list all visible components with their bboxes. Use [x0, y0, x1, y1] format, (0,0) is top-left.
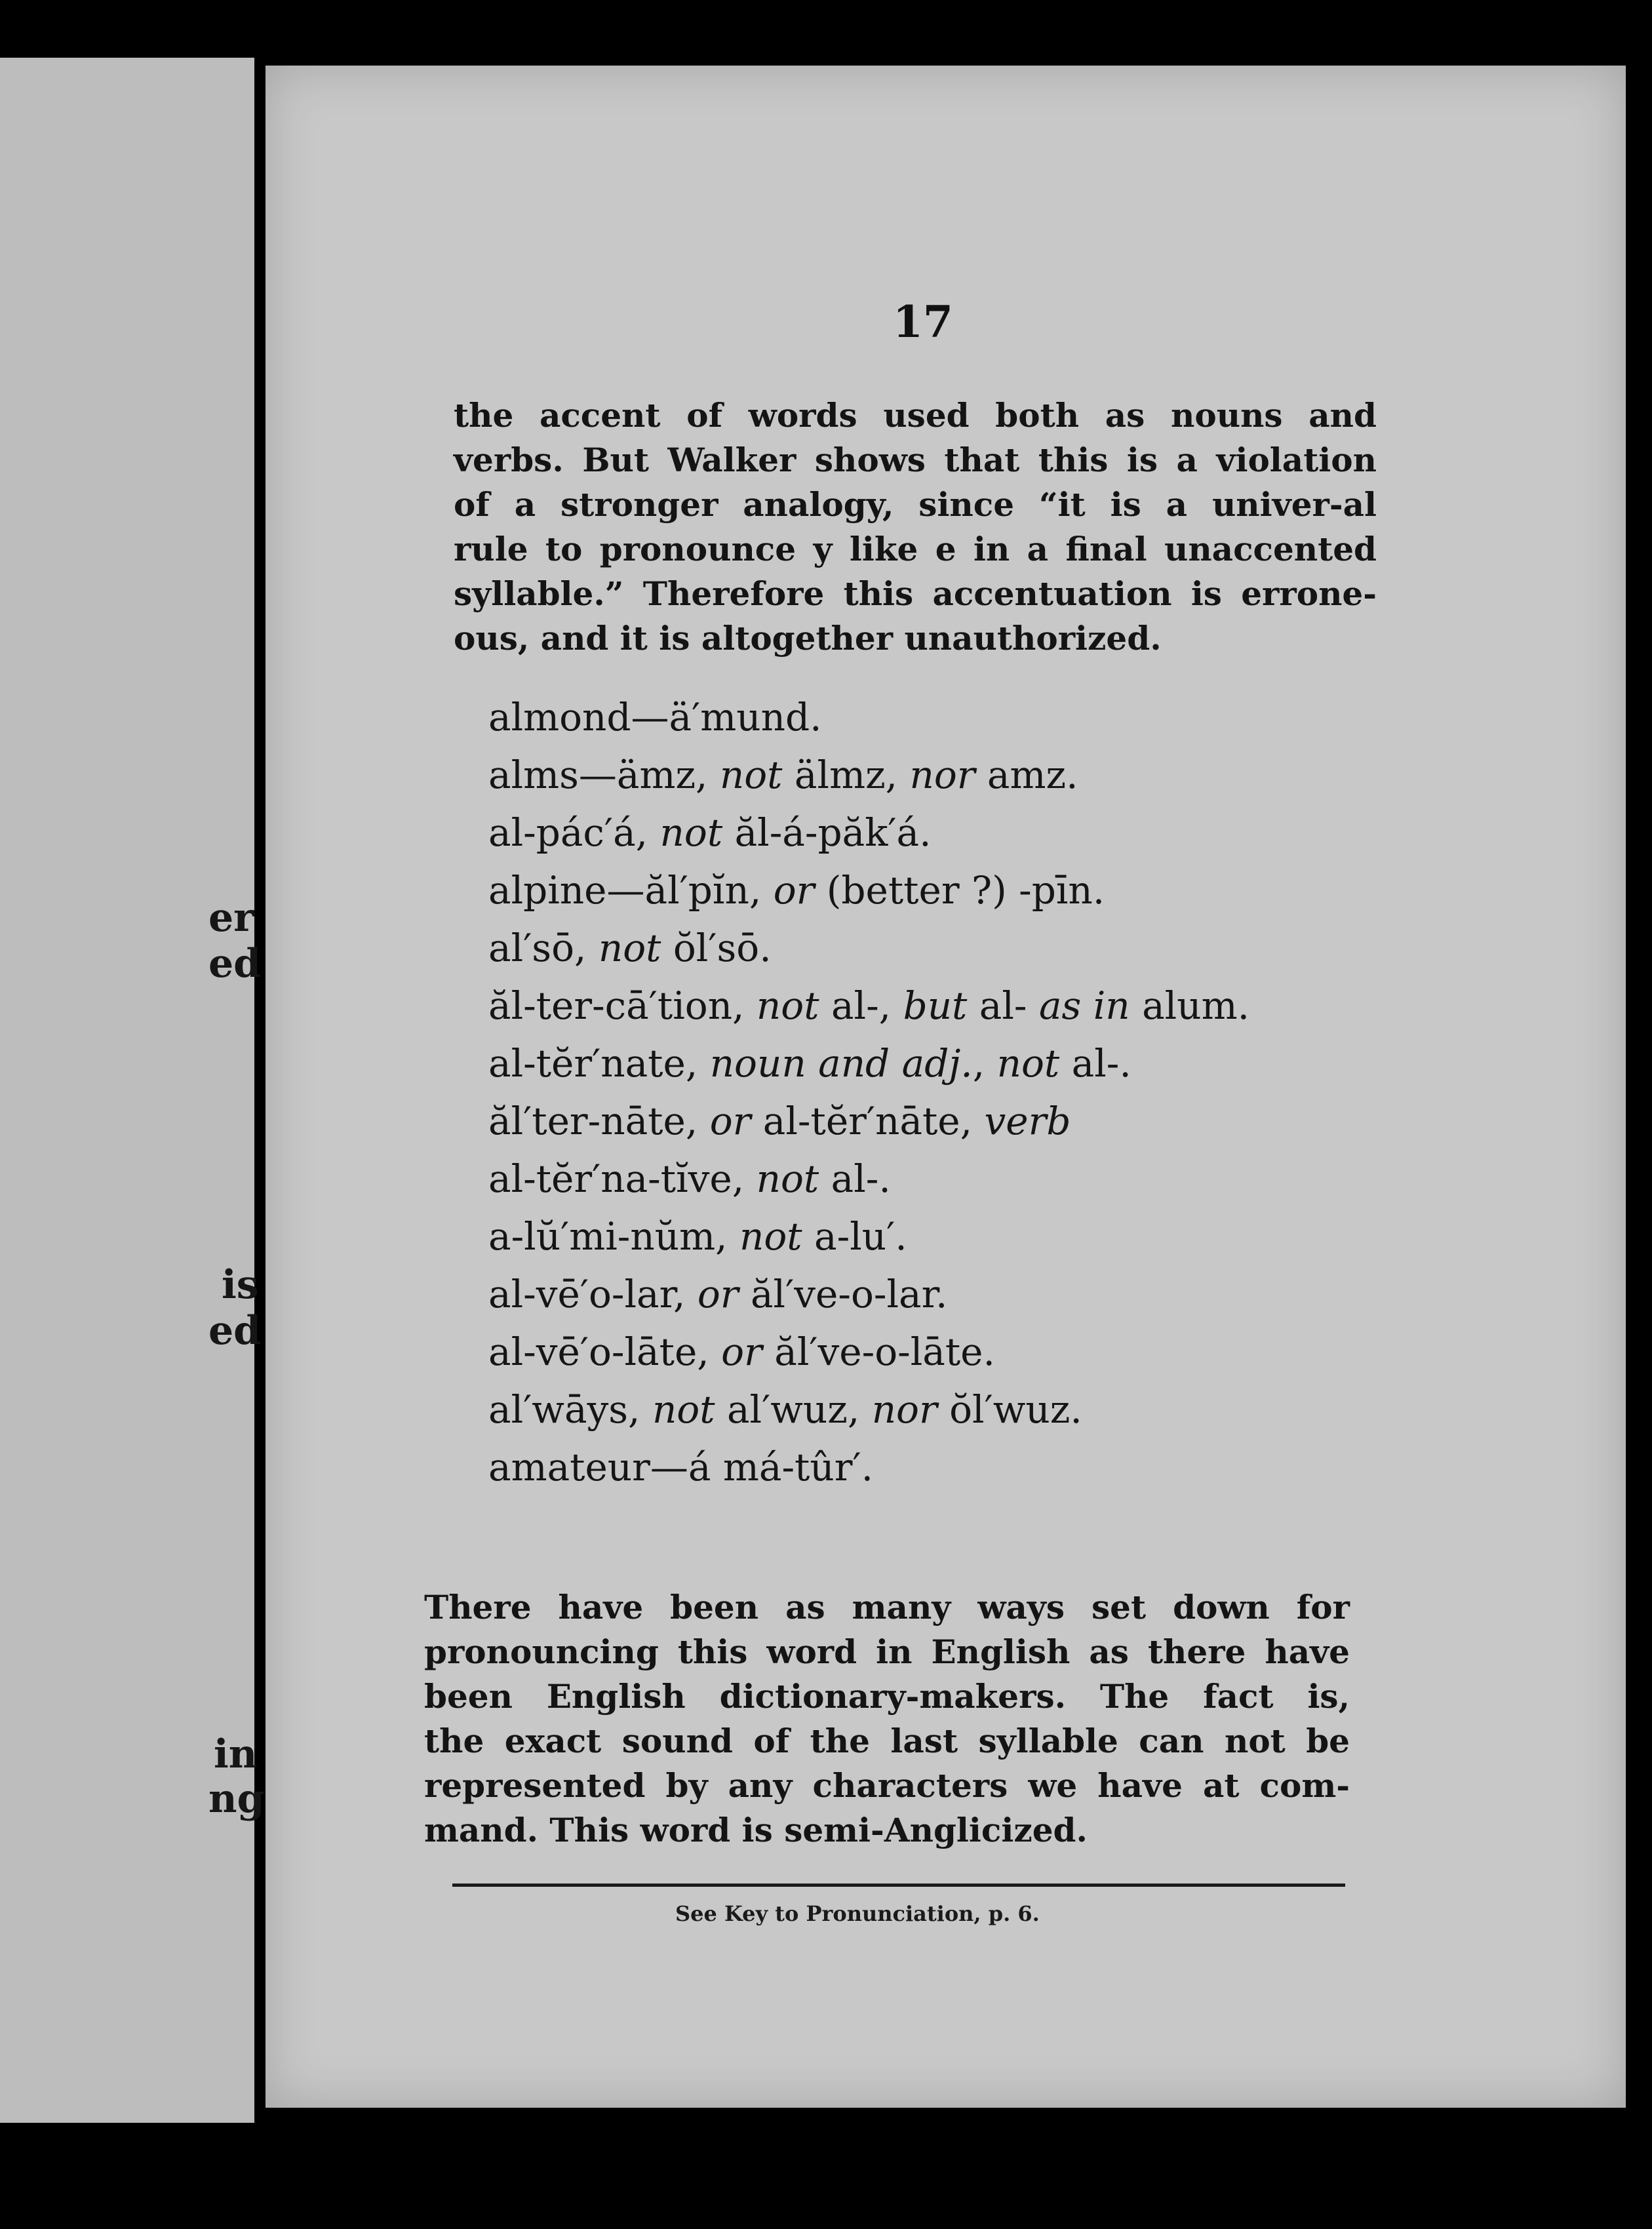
entry-line [488, 1208, 1406, 1265]
entry-italic-text: not [756, 983, 819, 1028]
entry-italic-text: not [756, 1156, 819, 1201]
entry-line [488, 1381, 1406, 1438]
entry-text: al′wuz, [715, 1387, 872, 1432]
entry-text: ăl-ter-cā′tion, [488, 983, 757, 1028]
entry-text: ăl′ter-nāte, [488, 1099, 710, 1143]
entry-italic-text: or [709, 1099, 751, 1143]
entry-italic-text: verb [984, 1099, 1071, 1143]
entry-text: , [972, 1041, 997, 1086]
entry-line [488, 746, 1406, 804]
paragraph-line: verbs. But Walker shows that this is a violation [454, 441, 1377, 479]
left-fragment: ng [208, 1776, 265, 1822]
entry-text: al′wāys, [488, 1387, 652, 1432]
entry-italic-text: not [996, 1041, 1060, 1086]
entry-text: al-vē′o-lar, [488, 1272, 698, 1316]
entry-italic-text: or [773, 868, 815, 913]
footer-note: See Key to Pronunciation, p. 6. [675, 1901, 1040, 1926]
entry-text: a-lu′. [802, 1214, 907, 1259]
paragraph-line: the exact sound of the last syllable can not be [424, 1722, 1350, 1760]
entry-italic-text: nor [871, 1387, 937, 1432]
entry-line [488, 688, 1406, 746]
left-fragment: in [214, 1731, 258, 1777]
left-fragment: er [208, 895, 254, 941]
entry-text: amz. [975, 753, 1078, 797]
paragraph-line: syllable.” Therefore this accentuation is errone- [454, 574, 1377, 613]
entry-italic-text: not [719, 753, 783, 797]
intro-paragraph [454, 393, 1377, 661]
entry-text: ăl-á-păk′á. [722, 810, 932, 855]
entry-line [488, 977, 1406, 1035]
entry-text: amateur—á má-tûr′. [488, 1445, 874, 1489]
entry-text: al-tĕr′na-tĭve, [488, 1156, 757, 1201]
left-fragment: ed [208, 941, 262, 987]
page-number: 17 [893, 296, 953, 347]
entry-text: ŏl′sō. [661, 926, 772, 970]
entry-line [488, 1035, 1406, 1092]
entry-text: alms—ämz, [488, 753, 720, 797]
entry-text: (better ?) -pīn. [814, 868, 1105, 913]
entry-line [488, 1265, 1406, 1323]
entry-text: al-tĕr′nate, [488, 1041, 710, 1086]
entry-line [488, 1092, 1406, 1150]
paragraph-line: been English dictionary-makers. The fact is, [424, 1677, 1350, 1716]
entry-text: al-, [819, 983, 903, 1028]
entry-italic-text: or [697, 1272, 739, 1316]
pronunciation-entries [488, 688, 1406, 1496]
entry-text: alpine—ăl′pĭn, [488, 868, 774, 913]
entry-line [488, 1150, 1406, 1208]
entry-text: al-tĕr′nāte, [751, 1099, 985, 1143]
entry-line [488, 1323, 1406, 1381]
entry-italic-text: but [903, 983, 968, 1028]
entry-text: al-pác′á, [488, 810, 660, 855]
entry-text: ăl′ve-o-lar. [738, 1272, 948, 1316]
entry-italic-text: nor [909, 753, 975, 797]
paragraph-line: of a stronger analogy, since “it is a univer-al [454, 485, 1377, 524]
entry-text: al- [967, 983, 1039, 1028]
entry-line [488, 804, 1406, 861]
entry-text: almond—ä′mund. [488, 695, 822, 740]
entry-text: al-vē′o-lāte, [488, 1330, 722, 1374]
entry-text: ŏl′wuz. [937, 1387, 1082, 1432]
entry-text: alum. [1130, 983, 1250, 1028]
entry-italic-text: not [739, 1214, 802, 1259]
entry-text: ăl′ve-o-lāte. [762, 1330, 995, 1374]
left-fragment: ed [208, 1308, 262, 1354]
entry-italic-text: or [721, 1330, 762, 1374]
entry-italic-text: not [598, 926, 661, 970]
paragraph-line: mand. This word is semi-Anglicized. [424, 1811, 1088, 1849]
left-fragment: is [222, 1262, 259, 1308]
entry-text: al′sō, [488, 926, 599, 970]
entry-italic-text: not [652, 1387, 715, 1432]
entry-italic-text: noun and adj. [709, 1041, 973, 1086]
paragraph-line: represented by any characters we have at com- [424, 1766, 1350, 1805]
entry-text: a-lŭ′mi-nŭm, [488, 1214, 739, 1259]
entry-text: al-. [1059, 1041, 1131, 1086]
paragraph-line: rule to pronounce y like e in a final unaccented [454, 530, 1377, 568]
left-page-edge [0, 58, 265, 2123]
entry-line [488, 1438, 1406, 1496]
paragraph-line: There have been as many ways set down for [424, 1588, 1350, 1627]
paragraph-line: the accent of words used both as nouns and [454, 396, 1377, 435]
entry-line [488, 919, 1406, 977]
paragraph-line: pronouncing this word in English as there have [424, 1632, 1350, 1671]
entry-italic-text: not [659, 810, 723, 855]
note-paragraph [424, 1585, 1350, 1853]
entry-italic-text: as in [1038, 983, 1130, 1028]
entry-line [488, 861, 1406, 919]
entry-text: al-. [819, 1156, 891, 1201]
paragraph-line: ous, and it is altogether unauthorized. [454, 619, 1162, 658]
entry-text: älmz, [782, 753, 910, 797]
footer-rule [452, 1884, 1345, 1887]
